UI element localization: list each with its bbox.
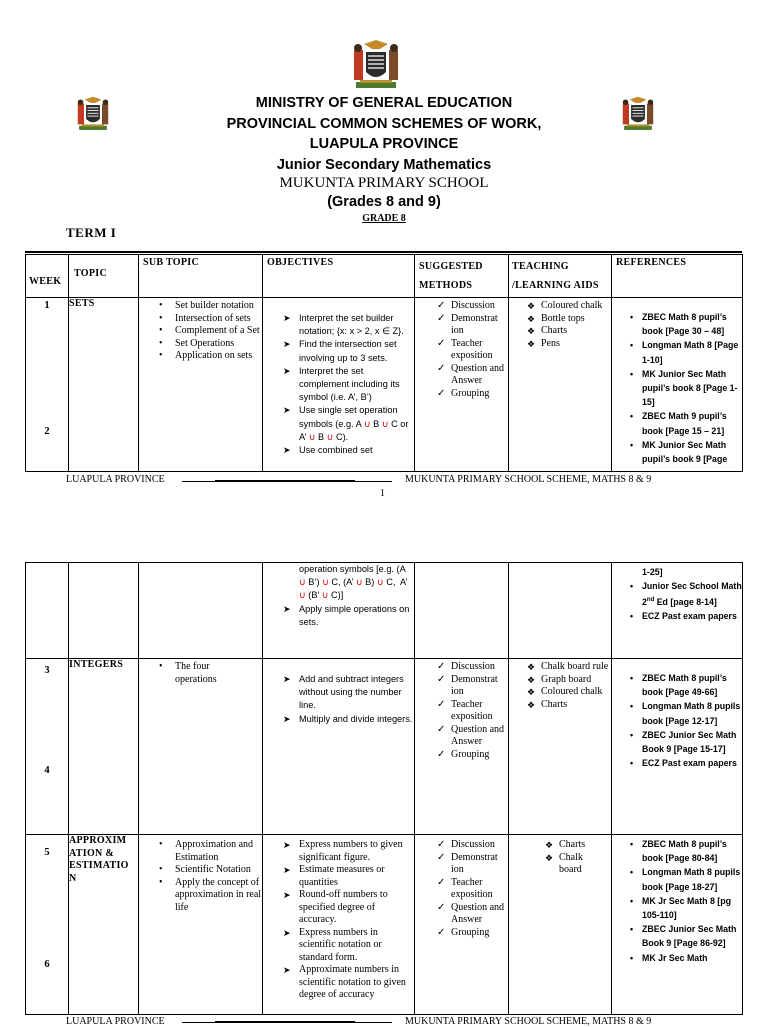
methods-cell (415, 298, 509, 472)
subtopic-cell (139, 298, 263, 472)
grade-label: GRADE 8 (362, 213, 406, 224)
list-item: • Approximation and Estimation (139, 839, 262, 864)
list-item: • MK Junior Sec Math pupil’s book 8 [Page 1-15] (612, 367, 742, 410)
week-cell (26, 659, 69, 835)
topic-cell: SETS (69, 298, 139, 472)
objectives-header: OBJECTIVES (263, 255, 415, 298)
list-item: ✓ Demonstrat ion (415, 313, 508, 338)
references-cell (612, 563, 743, 659)
topic-header: TOPIC (69, 255, 139, 298)
list-item: • ZBEC Math 8 pupil’s book [Page 80-84] (612, 837, 742, 865)
list-item: • ZBEC Junior Sec Math Book 9 [Page 15-17] (612, 728, 742, 756)
table-row-integers (26, 659, 743, 835)
schemes-title: PROVINCIAL COMMON SCHEMES OF WORK, (226, 116, 542, 132)
methods-cell (415, 835, 509, 1015)
list-item: • Scientific Notation (139, 864, 262, 877)
list-item: • ECZ Past exam papers (612, 609, 742, 623)
references-cell (612, 298, 743, 472)
list-item: ➤ Express numbers to given significant figure. (263, 839, 414, 864)
list-item: • ECZ Past exam papers (612, 756, 742, 770)
list-item: ➤ Apply simple operations on sets. (263, 603, 414, 629)
footer-right-text-page-2: MUKUNTA PRIMARY SCHOOL SCHEME, MATHS 8 & 9 (405, 1016, 652, 1027)
list-item: ➤ Express numbers in scientific notation or standard form. (263, 927, 414, 965)
list-item: • Application on sets (139, 350, 262, 363)
references-header: REFERENCES (612, 255, 743, 298)
week-number: 5 (44, 847, 50, 858)
objectives-cell (263, 298, 415, 472)
list-item: ❖ Chalk board rule (509, 661, 611, 674)
list-item: ❖ Charts (527, 839, 611, 852)
list-item: • Complement of a Set (139, 325, 262, 338)
week-cell (26, 835, 69, 1015)
objectives-cell (263, 563, 415, 659)
week-number: 6 (44, 959, 50, 970)
subtopic-cell (139, 563, 263, 659)
list-item: ➤ Find the intersection set involving up to 3 sets. (263, 338, 414, 364)
references-cell (612, 835, 743, 1015)
list-item: ✓ Discussion (415, 839, 508, 852)
footer-left-text: LUAPULA PROVINCE (66, 474, 165, 485)
scheme-table-page-2 (25, 562, 743, 1015)
list-item: • MK Jr Sec Math 8 [pg 105-110] (612, 894, 742, 922)
list-item: ✓ Question and Answer (415, 724, 508, 749)
list-item: • Junior Sec School Math 2nd Ed [page 8-14] (612, 579, 742, 609)
objectives-cell (263, 659, 415, 835)
topic-cell: APPROXIM ATION & ESTIMATIO N (69, 835, 139, 1015)
list-item: ✓ Discussion (415, 661, 508, 674)
list-item: • Longman Math 8 pupils book [Page 18-27] (612, 865, 742, 893)
list-item: ✓ Question and Answer (415, 363, 508, 388)
list-item: ✓ Teacher exposition (415, 877, 508, 902)
list-item: ❖ Pens (509, 338, 611, 351)
table-header-row (26, 255, 743, 298)
list-item: • Longman Math 8 [Page 1-10] (612, 338, 742, 366)
list-item: ❖ Graph board (509, 674, 611, 687)
list-item: ➤ Use combined set (263, 444, 414, 457)
references-cell (612, 659, 743, 835)
topic-cell (69, 563, 139, 659)
province-title: LUAPULA PROVINCE (309, 136, 459, 152)
footer-left-text-page-2: LUAPULA PROVINCE (66, 1016, 165, 1027)
list-item: • The four operations (139, 661, 235, 686)
list-item: • Set Operations (139, 338, 262, 351)
subtopic-cell (139, 835, 263, 1015)
list-item: ➤ Interpret the set complement including its symbol (i.e. A’, B’) (263, 365, 414, 405)
ministry-title: MINISTRY OF GENERAL EDUCATION (255, 95, 513, 111)
list-item: • ZBEC Math 9 pupil’s book [Page 15 – 21] (612, 409, 742, 437)
list-item: ➤ Approximate numbers in scientific notation to given degree of accuracy (263, 964, 414, 1002)
list-item: ❖ Bottle tops (509, 313, 611, 326)
list-item: ✓ Grouping (415, 927, 508, 940)
list-item: • Intersection of sets (139, 313, 262, 326)
week-cell (26, 298, 69, 472)
list-item: ➤ Round-off numbers to specified degree of accuracy. (263, 889, 414, 927)
list-item: • ZBEC Junior Sec Math Book 9 [Page 86-92] (612, 922, 742, 950)
header-divider (25, 251, 742, 253)
list-item: • Set builder notation (139, 300, 262, 313)
subtopic-header: SUB TOPIC (139, 255, 263, 298)
list-item: ❖ Chalk board (527, 852, 589, 877)
list-item: ✓ Teacher exposition (415, 699, 508, 724)
objectives-cell (263, 835, 415, 1015)
week-number: 2 (44, 426, 50, 437)
term-label: TERM I (66, 225, 117, 240)
table-row-sets-continued (26, 563, 743, 659)
list-item: ➤ Add and subtract integers without using the number line. (263, 673, 414, 713)
list-item: ❖ Coloured chalk (509, 686, 611, 699)
list-item: ✓ Demonstrat ion (415, 674, 508, 699)
aids-header: TEACHING /LEARNING AIDS (509, 255, 612, 298)
methods-cell (415, 563, 509, 659)
page-number: 1 (380, 488, 385, 499)
table-row-sets (26, 298, 743, 472)
school-name: MUKUNTA PRIMARY SCHOOL (279, 175, 489, 191)
list-item: ➤ Use single set operation symbols (e.g. A ∪ B ∪ C or A’ ∪ B ∪ C). (263, 404, 414, 444)
subtopic-cell (139, 659, 263, 835)
week-header: WEEK (26, 255, 69, 298)
list-item: ✓ Demonstrat ion (415, 852, 508, 877)
week-number: 3 (44, 665, 50, 676)
list-item: • Apply the concept of approximation in real life (139, 877, 262, 915)
list-item: ➤ Estimate measures or quantities (263, 864, 414, 889)
list-item: ➤ Multiply and divide integers. (263, 713, 414, 726)
subject-title: Junior Secondary Mathematics (276, 157, 492, 173)
list-item: ✓ Teacher exposition (415, 338, 508, 363)
aids-cell (509, 563, 612, 659)
grades-title: (Grades 8 and 9) (327, 194, 441, 210)
footer-rule-bold (215, 1021, 355, 1023)
list-item: • MK Jr Sec Math (612, 951, 742, 965)
aids-cell (509, 298, 612, 472)
list-item: • Longman Math 8 pupils book [Page 12-17] (612, 699, 742, 727)
methods-cell (415, 659, 509, 835)
list-item: • MK Junior Sec Math pupil’s book 9 [Page (612, 438, 742, 466)
list-item: • ZBEC Math 8 pupil’s book [Page 30 – 48] (612, 310, 742, 338)
list-item: ✓ Grouping (415, 749, 508, 762)
table-row-approximation (26, 835, 743, 1015)
reference-continued: 1-25] (642, 567, 663, 577)
list-item: ✓ Question and Answer (415, 902, 508, 927)
methods-header: SUGGESTED METHODS (415, 255, 509, 298)
topic-cell: INTEGERS (69, 659, 139, 835)
week-cell (26, 563, 69, 659)
footer-right-text: MUKUNTA PRIMARY SCHOOL SCHEME, MATHS 8 & 9 (405, 474, 652, 485)
aids-cell (509, 835, 612, 1015)
list-item: ✓ Discussion (415, 300, 508, 313)
coat-of-arms-emblem-center (350, 40, 402, 90)
week-number: 1 (44, 300, 50, 311)
list-item: ➤ Interpret the set builder notation; {x: x > 2, x ∈ Z}. (263, 312, 414, 338)
list-item: • ZBEC Math 8 pupil’s book [Page 49-66] (612, 671, 742, 699)
list-item: ❖ Charts (509, 699, 611, 712)
list-item: ❖ Charts (509, 325, 611, 338)
footer-rule-bold (215, 480, 355, 482)
aids-cell (509, 659, 612, 835)
list-item: ❖ Coloured chalk (509, 300, 611, 313)
week-number: 4 (44, 765, 50, 776)
list-item: ✓ Grouping (415, 388, 508, 401)
list-item: ➤ operation symbols [e.g. (A ∪ B’) ∪ C, (A’ ∪ B) ∪ C, A’ ∪ (B’ ∪ C)] (263, 563, 414, 603)
scheme-table-page-1 (25, 254, 743, 472)
